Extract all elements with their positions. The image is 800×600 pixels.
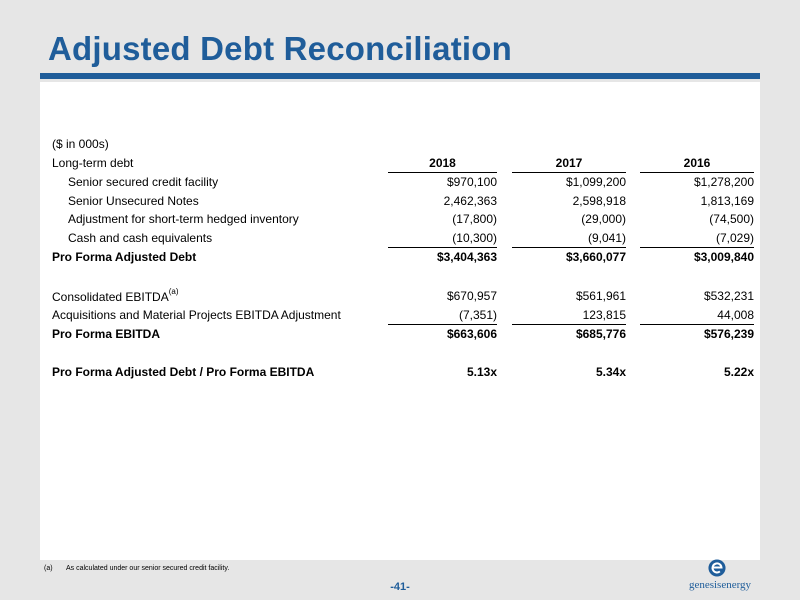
value-2017: 123,815 — [512, 308, 626, 322]
footnote-marker: (a) — [44, 565, 53, 572]
value-2016: $1,278,200 — [693, 175, 754, 189]
value-2017: 2,598,918 — [572, 194, 626, 208]
row-label-text: Consolidated EBITDA — [52, 290, 169, 304]
value-2018: $3,404,363 — [436, 250, 497, 264]
page-title: Adjusted Debt Reconciliation — [48, 30, 512, 67]
consolidated-ebitda-row — [52, 289, 760, 307]
footnote-marker: (a) — [168, 287, 179, 296]
value-2017: 5.34x — [595, 365, 626, 379]
leverage-ratio-row — [52, 365, 760, 383]
row-label — [52, 289, 179, 304]
year-header-2018: 2018 — [388, 156, 497, 170]
table-header-row — [52, 156, 760, 174]
pro-forma-ebitda-row — [52, 327, 760, 345]
row-label: Pro Forma EBITDA — [52, 327, 161, 341]
reconciliation-panel — [40, 82, 760, 560]
value-2017: (9,041) — [512, 231, 626, 245]
year-header-2016: 2016 — [640, 156, 754, 170]
row-label: Pro Forma Adjusted Debt — [52, 250, 197, 264]
value-2017: $685,776 — [575, 327, 626, 341]
value-2016: (74,500) — [709, 212, 754, 226]
page-number: -41- — [390, 581, 410, 593]
value-2018: 2,462,363 — [443, 194, 497, 208]
value-2017: $3,660,077 — [565, 250, 626, 264]
value-2016: 5.22x — [723, 365, 754, 379]
value-2017: (29,000) — [581, 212, 626, 226]
value-2018: $670,957 — [446, 289, 497, 303]
row-label: Senior Unsecured Notes — [68, 194, 199, 208]
row-label: Adjustment for short-term hedged inventory — [68, 212, 299, 226]
company-logo — [680, 559, 760, 595]
value-2016: 1,813,169 — [700, 194, 754, 208]
units-note: ($ in 000s) — [52, 137, 109, 151]
year-header-2017: 2017 — [512, 156, 626, 170]
genesis-logo-icon — [708, 559, 726, 577]
value-2018: $663,606 — [446, 327, 497, 341]
footnote — [44, 565, 229, 572]
acquisitions-adjustment-row — [52, 308, 760, 326]
value-2017: $1,099,200 — [565, 175, 626, 189]
row-label: Senior secured credit facility — [68, 175, 219, 189]
title-divider — [40, 73, 760, 79]
value-2016: (7,029) — [640, 231, 754, 245]
value-2016: $3,009,840 — [693, 250, 754, 264]
long-term-debt-label: Long-term debt — [52, 156, 134, 170]
table-row — [52, 212, 760, 230]
value-2018: $970,100 — [446, 175, 497, 189]
footnote-text: As calculated under our senior secured credit facility. — [66, 565, 230, 572]
row-label: Pro Forma Adjusted Debt / Pro Forma EBITDA — [52, 365, 315, 379]
value-2016: $576,239 — [703, 327, 754, 341]
value-2018: (7,351) — [388, 308, 497, 322]
value-2018: (10,300) — [388, 231, 497, 245]
table-row — [52, 175, 760, 193]
row-label: Acquisitions and Material Projects EBITDA Adjustment — [52, 308, 341, 322]
value-2017: $561,961 — [575, 289, 626, 303]
value-2016: 44,008 — [640, 308, 754, 322]
table-row — [52, 194, 760, 212]
row-label: Cash and cash equivalents — [68, 231, 213, 245]
table-row — [52, 231, 760, 249]
value-2016: $532,231 — [703, 289, 754, 303]
value-2018: (17,800) — [452, 212, 497, 226]
adjusted-debt-row — [52, 250, 760, 268]
value-2018: 5.13x — [466, 365, 497, 379]
logo-wordmark: genesisenergy — [688, 579, 752, 591]
